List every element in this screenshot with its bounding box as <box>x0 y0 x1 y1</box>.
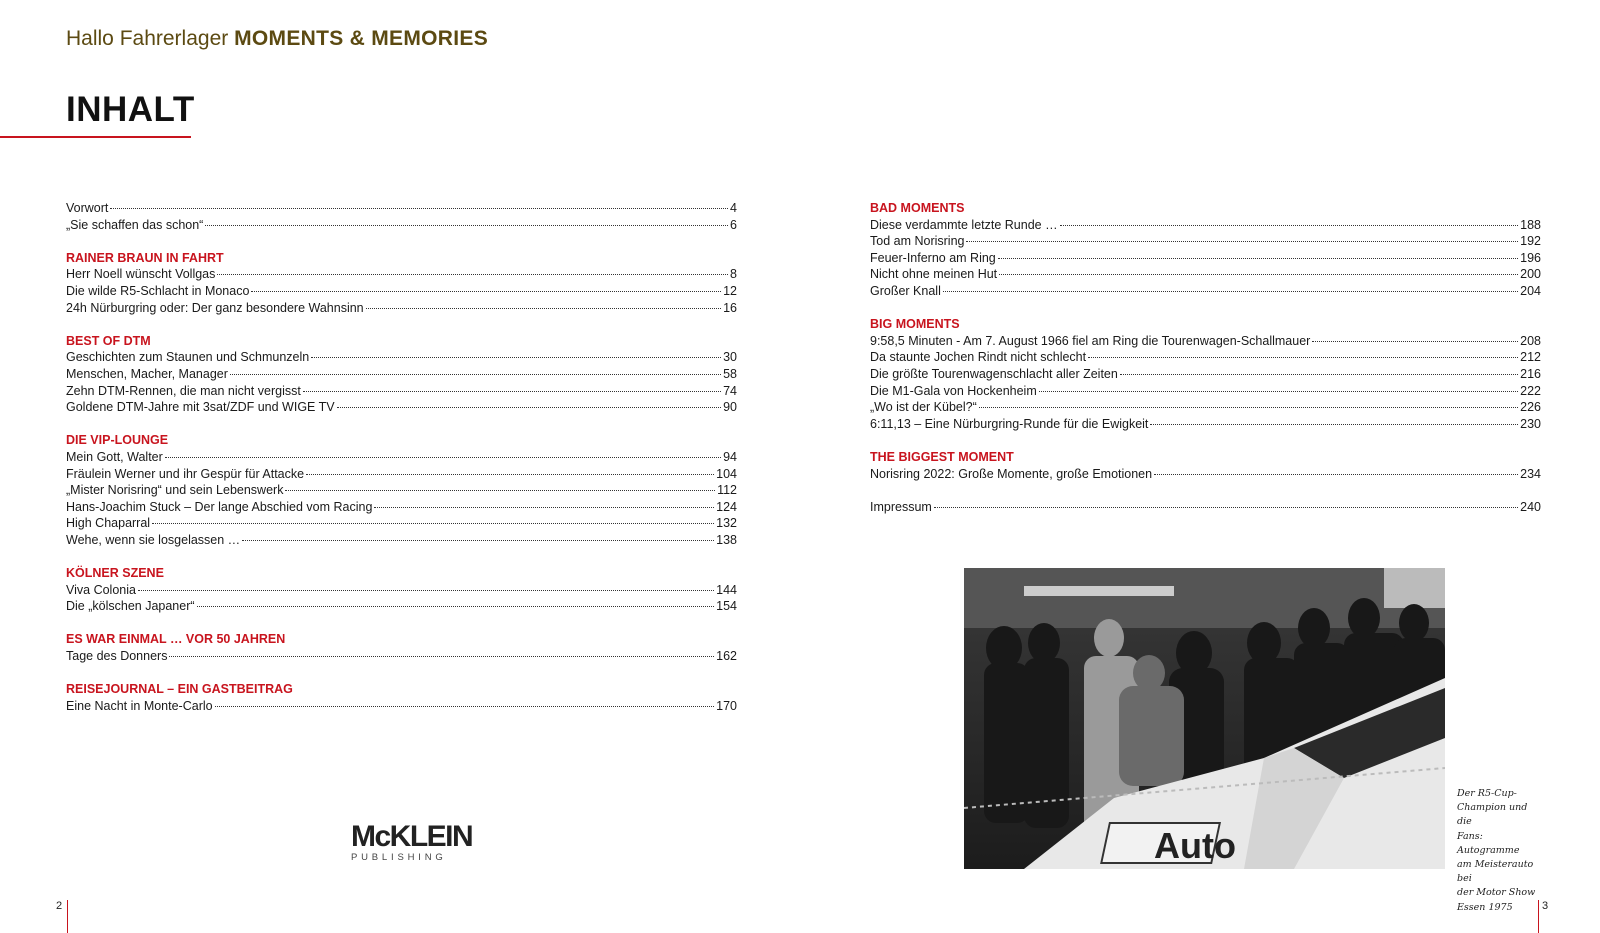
toc-dot-leader <box>165 457 721 458</box>
toc-dot-leader <box>152 523 714 524</box>
toc-entry-title: „Sie schaffen das schon“ <box>66 217 204 232</box>
logo-subtitle: PUBLISHING <box>351 852 447 863</box>
toc-dot-leader <box>934 507 1518 508</box>
toc-spacer <box>66 548 737 565</box>
toc-page-number: 196 <box>1520 250 1541 265</box>
toc-dot-leader <box>998 258 1518 259</box>
toc-entry <box>66 217 737 234</box>
toc-page-number: 204 <box>1520 283 1541 298</box>
toc-page-number: 8 <box>730 267 737 282</box>
toc-entry <box>66 200 737 217</box>
caption-line: am Meisterauto bei <box>1457 859 1534 885</box>
toc-page-number: 226 <box>1520 400 1541 415</box>
toc-page-number: 230 <box>1520 416 1541 431</box>
toc-page-number: 240 <box>1520 499 1541 514</box>
toc-entry-title: 9:58,5 Minuten - Am 7. August 1966 fiel am Ring die Tourenwagen-Schallmauer <box>870 333 1311 348</box>
toc-dot-leader <box>205 225 728 226</box>
toc-page-number: 138 <box>716 532 737 547</box>
toc-dot-leader <box>1039 391 1518 392</box>
toc-entry-title: Menschen, Macher, Manager <box>66 366 228 381</box>
caption-line: Der R5-Cup- <box>1457 788 1517 799</box>
toc-entry <box>66 449 737 466</box>
toc-left-column <box>66 200 737 714</box>
toc-entry-title: High Chaparral <box>66 516 151 531</box>
page-number-right: 3 <box>1542 900 1549 912</box>
toc-entry-title: Die M1-Gala von Hockenheim <box>870 383 1037 398</box>
toc-entry-title: Impressum <box>870 499 932 514</box>
toc-section-title: RAINER BRAUN IN FAHRT <box>66 250 224 265</box>
toc-page-number: 6 <box>730 217 737 232</box>
toc-spacer <box>870 432 1541 449</box>
toc-entry <box>870 366 1541 383</box>
toc-page-number: 90 <box>723 400 737 415</box>
toc-entry-title: Großer Knall <box>870 283 941 298</box>
toc-section-title: KÖLNER SZENE <box>66 566 164 581</box>
toc-entry <box>870 416 1541 433</box>
toc-spacer <box>66 615 737 632</box>
running-header <box>66 25 488 53</box>
toc-page-number: 132 <box>716 516 737 531</box>
toc-page-number: 192 <box>1520 234 1541 249</box>
toc-entry <box>66 383 737 400</box>
toc-page-number: 112 <box>717 483 737 498</box>
toc-page-number: 170 <box>716 698 737 713</box>
toc-entry <box>66 482 737 499</box>
toc-dot-leader <box>366 308 721 309</box>
publisher-logo <box>351 820 473 870</box>
toc-entry <box>66 366 737 383</box>
toc-entry-title: Viva Colonia <box>66 582 136 597</box>
toc-entry-title: Feuer-Inferno am Ring <box>870 250 996 265</box>
toc-entry-title: Eine Nacht in Monte-Carlo <box>66 698 213 713</box>
toc-section-title: BIG MOMENTS <box>870 317 960 332</box>
toc-section-title: THE BIGGEST MOMENT <box>870 449 1014 464</box>
toc-entry-title: „Mister Norisring“ und sein Lebenswerk <box>66 483 284 498</box>
toc-dot-leader <box>966 241 1518 242</box>
toc-dot-leader <box>110 208 728 209</box>
toc-spacer <box>66 316 737 333</box>
toc-entry-title: Herr Noell wünscht Vollgas <box>66 267 216 282</box>
toc-page-number: 144 <box>716 582 737 597</box>
toc-section-title: DIE VIP-LOUNGE <box>66 433 169 448</box>
toc-entry <box>870 333 1541 350</box>
toc-dot-leader <box>1150 424 1518 425</box>
toc-dot-leader <box>1120 374 1518 375</box>
toc-page-number: 74 <box>723 383 737 398</box>
toc-section-title: ES WAR EINMAL … VOR 50 JAHREN <box>66 632 286 647</box>
toc-page-number: 4 <box>730 201 737 215</box>
toc-page-number: 212 <box>1520 350 1541 365</box>
toc-entry-title: „Wo ist der Kübel?“ <box>870 400 977 415</box>
toc-section-title: REISEJOURNAL – EIN GASTBEITRAG <box>66 682 293 697</box>
toc-page-number: 216 <box>1520 366 1541 381</box>
toc-entry-title: Tage des Donners <box>66 649 168 664</box>
toc-page-number: 12 <box>723 283 737 298</box>
toc-dot-leader <box>242 540 714 541</box>
toc-dot-leader <box>1088 357 1518 358</box>
toc-page-number: 16 <box>723 300 737 315</box>
toc-entry <box>66 266 737 283</box>
toc-entry <box>66 283 737 300</box>
toc-entry-title: Norisring 2022: Große Momente, große Emotionen <box>870 466 1153 481</box>
toc-entry-title: Die größte Tourenwagenschlacht aller Zeiten <box>870 366 1118 381</box>
toc-entry <box>870 499 1541 516</box>
toc-page-number: 188 <box>1520 217 1541 232</box>
toc-entry-title: 24h Nürburgring oder: Der ganz besondere Wahnsinn <box>66 300 364 315</box>
margin-rule-right <box>1538 900 1539 933</box>
toc-entry <box>870 349 1541 366</box>
toc-page-number: 154 <box>716 599 737 614</box>
toc-entry <box>66 300 737 317</box>
toc-entry <box>870 466 1541 483</box>
toc-page-number: 234 <box>1520 466 1541 481</box>
toc-page-number: 94 <box>723 449 737 464</box>
toc-spacer <box>66 665 737 682</box>
toc-entry <box>870 217 1541 234</box>
toc-entry-title: Goldene DTM-Jahre mit 3sat/ZDF und WIGE TV <box>66 400 335 415</box>
toc-entry-title: Hans-Joachim Stuck – Der lange Abschied vom Racing <box>66 499 373 514</box>
toc-dot-leader <box>979 407 1518 408</box>
toc-dot-leader <box>251 291 721 292</box>
toc-entry-title: Mein Gott, Walter <box>66 449 163 464</box>
toc-entry <box>870 233 1541 250</box>
caption-line: Essen 1975 <box>1457 901 1513 913</box>
toc-dot-leader <box>337 407 721 408</box>
toc-spacer <box>66 416 737 433</box>
toc-entry <box>66 515 737 532</box>
caption-line: Fans: Autogramme <box>1457 830 1520 856</box>
toc-spacer <box>870 482 1541 499</box>
toc-entry <box>66 349 737 366</box>
toc-section-title: BAD MOMENTS <box>870 201 965 215</box>
toc-entry-title: Wehe, wenn sie losgelassen … <box>66 532 241 547</box>
toc-dot-leader <box>138 590 714 591</box>
toc-dot-leader <box>1154 474 1518 475</box>
toc-entry <box>66 399 737 416</box>
toc-page-number: 104 <box>716 466 737 481</box>
toc-entry <box>870 283 1541 300</box>
toc-dot-leader <box>285 490 715 491</box>
toc-spacer <box>870 300 1541 317</box>
toc-entry <box>66 532 737 549</box>
toc-dot-leader <box>306 474 714 475</box>
toc-entry-title: Tod am Norisring <box>870 234 965 249</box>
photo-caption <box>1457 787 1545 915</box>
toc-dot-leader <box>1312 341 1518 342</box>
toc-entry <box>66 582 737 599</box>
series-title-light: Hallo Fahrerlager <box>66 27 229 50</box>
toc-entry-title: Nicht ohne meinen Hut <box>870 267 998 282</box>
toc-dot-leader <box>230 374 721 375</box>
toc-dot-leader <box>943 291 1518 292</box>
toc-entry-title: Die „kölschen Japaner“ <box>66 599 195 614</box>
logo-mark: McKLEIN <box>351 820 473 853</box>
toc-dot-leader <box>215 706 715 707</box>
toc-entry-title: Vorwort <box>66 201 109 215</box>
toc-page-number: 30 <box>723 350 737 365</box>
toc-page-number: 208 <box>1520 333 1541 348</box>
toc-entry <box>870 250 1541 267</box>
toc-entry <box>66 598 737 615</box>
toc-dot-leader <box>303 391 721 392</box>
toc-entry-title: Geschichten zum Staunen und Schmunzeln <box>66 350 310 365</box>
car-lettering: Auto <box>1154 825 1236 866</box>
toc-entry-title: Die wilde R5-Schlacht in Monaco <box>66 283 250 298</box>
toc-entry <box>870 383 1541 400</box>
caption-line: Champion und die <box>1457 802 1528 828</box>
toc-entry <box>66 466 737 483</box>
toc-entry <box>870 399 1541 416</box>
toc-spacer <box>66 233 737 250</box>
toc-entry-title: Zehn DTM-Rennen, die man nicht vergisst <box>66 383 301 398</box>
toc-entry <box>66 499 737 516</box>
toc-entry <box>66 648 737 665</box>
page-heading: INHALT <box>66 90 195 129</box>
page-number-left: 2 <box>56 900 63 912</box>
event-photo <box>964 568 1445 869</box>
toc-dot-leader <box>311 357 721 358</box>
toc-page-number: 58 <box>723 366 737 381</box>
toc-dot-leader <box>197 606 715 607</box>
heading-underline <box>0 136 191 138</box>
toc-dot-leader <box>169 656 714 657</box>
toc-entry-title: 6:11,13 – Eine Nürburgring-Runde für die Ewigkeit <box>870 416 1149 431</box>
caption-line: der Motor Show <box>1457 887 1536 899</box>
toc-entry-title: Fräulein Werner und ihr Gespür für Attacke <box>66 466 305 481</box>
toc-dot-leader <box>374 507 714 508</box>
toc-right-column <box>870 200 1541 515</box>
toc-section-title: BEST OF DTM <box>66 333 151 348</box>
toc-entry <box>870 266 1541 283</box>
toc-page-number: 124 <box>716 499 737 514</box>
toc-page-number: 222 <box>1520 383 1541 398</box>
series-title-bold: MOMENTS & MEMORIES <box>234 27 488 50</box>
toc-page-number: 200 <box>1520 267 1541 282</box>
toc-dot-leader <box>217 274 728 275</box>
toc-dot-leader <box>1060 225 1519 226</box>
toc-entry <box>66 698 737 715</box>
toc-dot-leader <box>999 274 1518 275</box>
toc-entry-title: Diese verdammte letzte Runde … <box>870 217 1058 232</box>
toc-entry-title: Da staunte Jochen Rindt nicht schlecht <box>870 350 1087 365</box>
toc-page-number: 162 <box>716 649 737 664</box>
margin-rule-left <box>67 900 68 933</box>
